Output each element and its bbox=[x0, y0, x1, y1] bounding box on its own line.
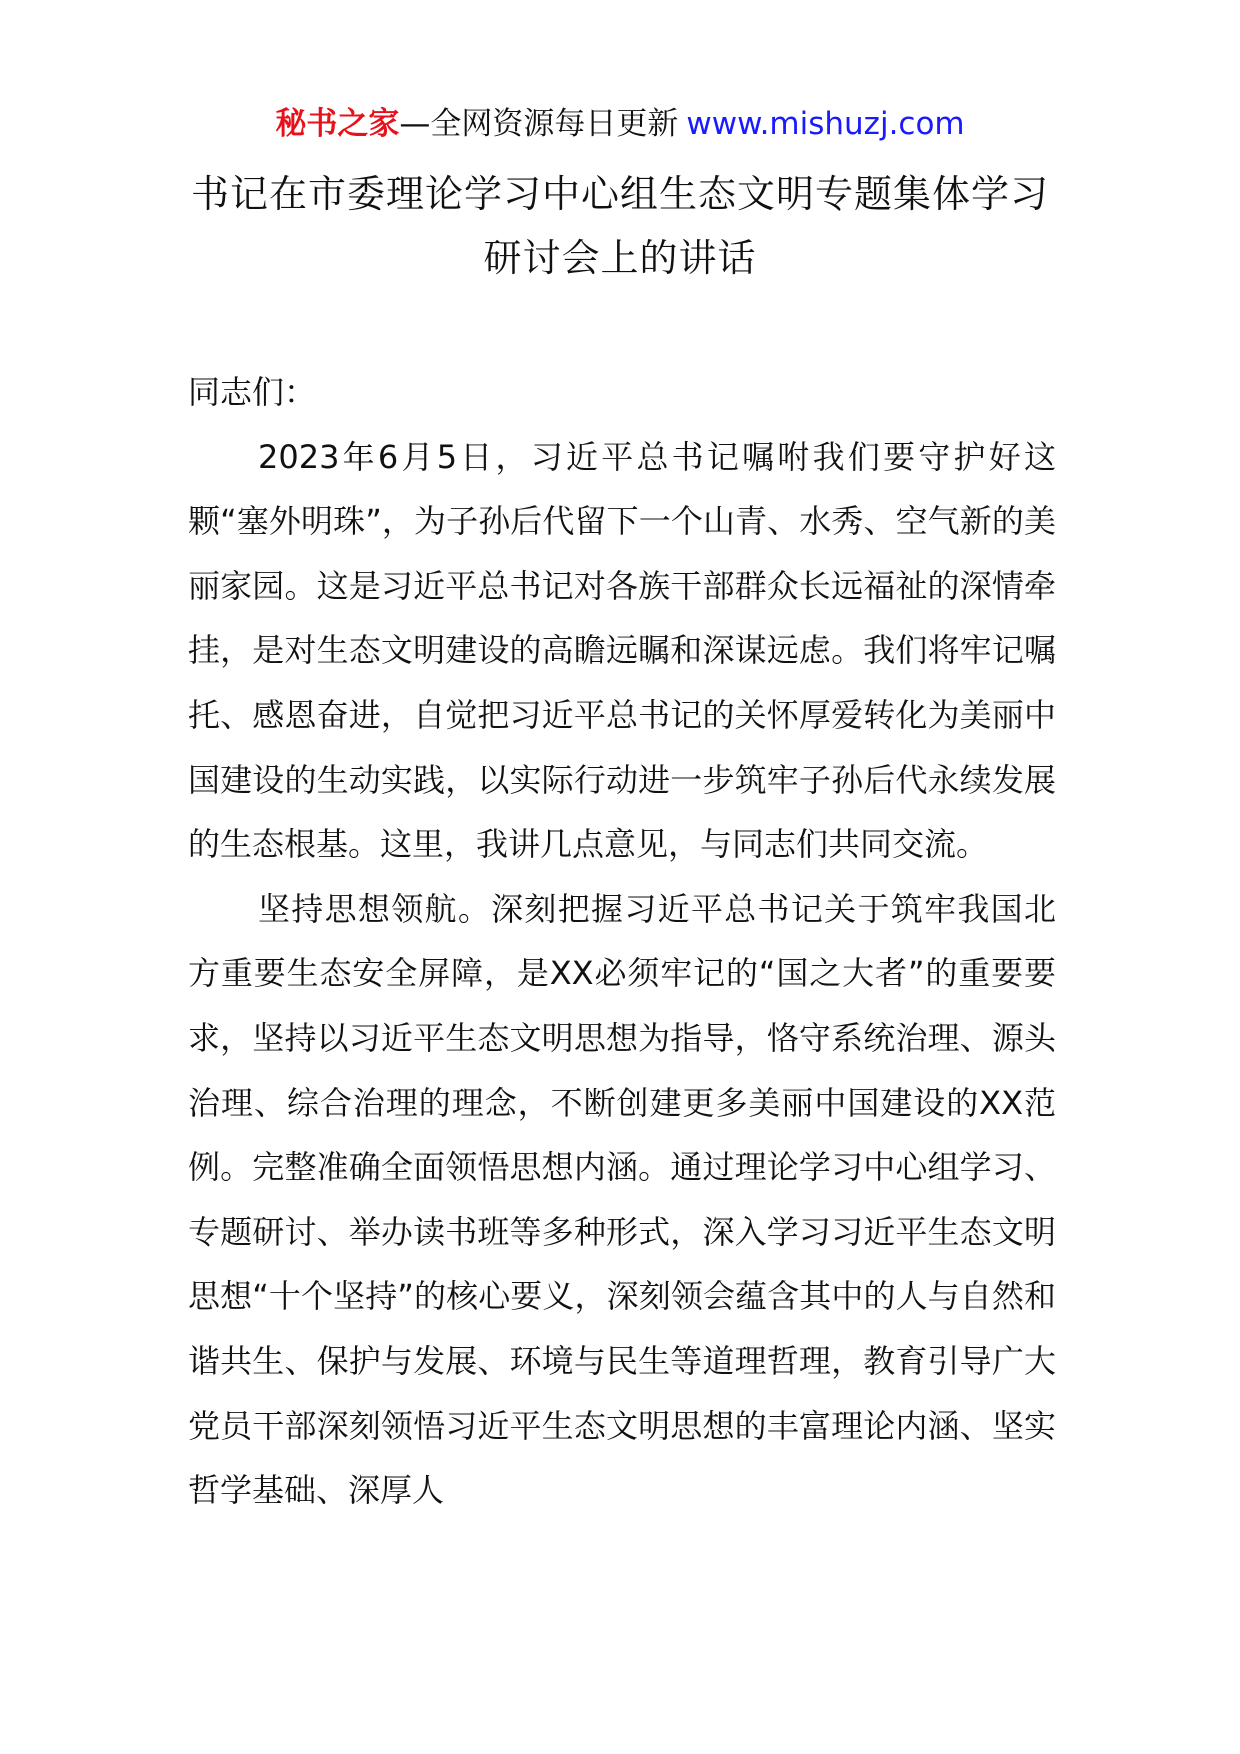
brand-name: 秘书之家 bbox=[275, 106, 400, 142]
document-body bbox=[188, 360, 1056, 1523]
header-slogan: —全网资源每日更新 bbox=[399, 106, 679, 142]
paragraph-2: 坚持思想领航。深刻把握习近平总书记关于筑牢我国北方重要生态安全屏障，是XX必须牢记的“国之大者”的重要要求，坚持以习近平生态文明思想为指导，恪守系统治理、源头治理、综合治理的理念，不断创建更多美丽中国建设的XX范例。完整准确全面领悟思想内涵。通过理论学习中心组学习、专题研讨、举办读书班等多种形式，深入学习习近平生态文明思想“十个坚持”的核心要义，深刻领会蕴含其中的人与自然和谐共生、保护与发展、环境与民生等道理哲理，教育引导广大党员干部深刻领悟习近平生态文明思想的丰富理论内涵、坚实哲学基础、深厚人 bbox=[188, 889, 1056, 1510]
site-header bbox=[0, 98, 1240, 150]
document-title: 书记在市委理论学习中心组生态文明专题集体学习研讨会上的讲话 bbox=[190, 172, 1049, 280]
salutation: 同志们： bbox=[188, 373, 317, 411]
paragraph-1: 2023年6月5日，习近平总书记嘱咐我们要守护好这颗“塞外明珠”，为子孙后代留下一个山青、水秀、空气新的美丽家园。这是习近平总书记对各族干部群众长远福祉的深情牵挂，是对生态文明建设的高瞻远瞩和深谋远虑。我们将牢记嘱托、感恩奋进，自觉把习近平总书记的关怀厚爱转化为美丽中国建设的生动实践，以实际行动进一步筑牢子孙后代永续发展的生态根基。这里，我讲几点意见，与同志们共同交流。 bbox=[188, 437, 1056, 864]
site-url-link[interactable]: www.mishuzj.com bbox=[686, 106, 965, 142]
